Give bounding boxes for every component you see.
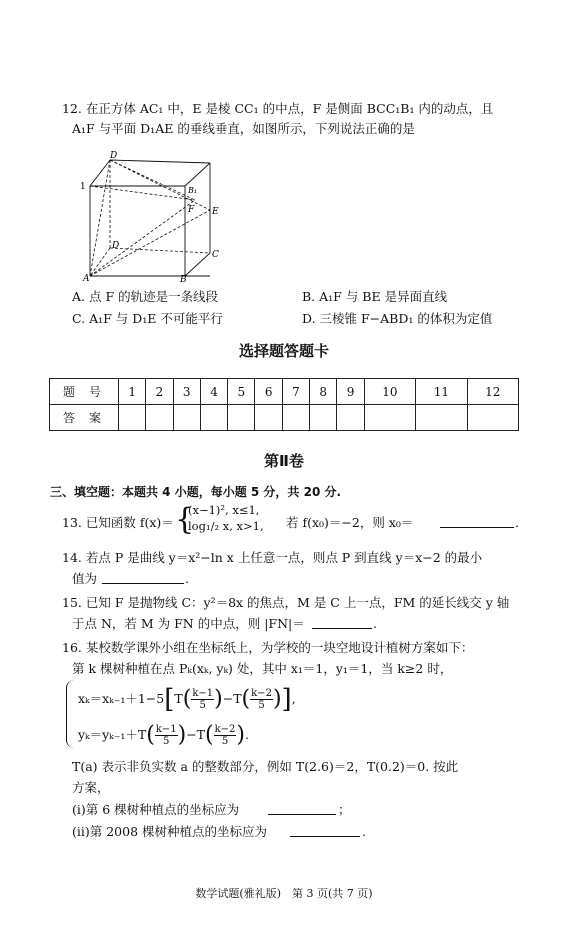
answer-card-row-answers	[50, 405, 519, 431]
q16-eq2-prefix: yₖ＝yₖ₋₁＋T	[78, 727, 147, 742]
label-e: E	[212, 207, 219, 217]
question-number-cell: 9	[337, 379, 364, 405]
q16-sub1: (i)第 6 棵树种植点的坐标应为	[72, 802, 240, 817]
q16-sub2-end: .	[362, 824, 366, 839]
q16-eq2: yₖ＝yₖ₋₁＋T( $\frac{k-1}{5}$ )−T( $\frac{k-2}{5}$ ).	[78, 722, 249, 748]
q16-sub1-answer-blank[interactable]	[268, 802, 336, 815]
answer-cell[interactable]	[119, 405, 146, 431]
q13-suffix: 若 f(x₀)＝−2，则 x₀＝	[286, 515, 414, 530]
answer-card-row-numbers	[50, 379, 519, 405]
question-number-cell: 7	[282, 379, 309, 405]
q16-eq1-frac2: $\frac{k-2}{5}$	[251, 688, 272, 711]
answer-cell[interactable]	[467, 405, 518, 431]
label-b1: B₁	[188, 186, 198, 195]
label-a: A	[83, 274, 90, 283]
q16-line4: 方案，	[72, 780, 110, 795]
question-number-cell: 6	[255, 379, 282, 405]
q13-case1: (x−1)², x≤1,	[188, 503, 260, 517]
q14-end: .	[185, 571, 189, 586]
question-number-cell: 8	[310, 379, 337, 405]
answer-cell[interactable]	[364, 405, 415, 431]
answer-cell[interactable]	[282, 405, 309, 431]
q12-option-a: A. 点 F 的轨迹是一条线段	[72, 289, 219, 304]
label-d1: D	[110, 151, 118, 161]
q14-answer-blank[interactable]	[102, 571, 184, 584]
q13-answer-blank[interactable]	[440, 515, 514, 528]
question-number-cell: 5	[228, 379, 255, 405]
question-number-cell: 1	[119, 379, 146, 405]
q14-line2-prefix: 值为	[72, 571, 98, 586]
q12-option-c: C. A₁F 与 D₁E 不可能平行	[72, 311, 223, 326]
q13-case2: log₁/₂ x, x>1,	[188, 519, 264, 533]
q14-line1: 14. 若点 P 是曲线 y＝x²−ln x 上任意一点，则点 P 到直线 y＝x−2 的最小	[62, 550, 483, 565]
q16-eq1-open-bracket: [	[164, 684, 175, 715]
label-d: D	[112, 241, 120, 251]
q13-prefix: 13. 已知函数 f(x)＝	[62, 515, 174, 530]
question-number-cell: 2	[146, 379, 173, 405]
part3-header: 三、填空题：本题共 4 小题，每小题 5 分，共 20 分.	[50, 485, 342, 499]
q16-sub2-answer-blank[interactable]	[290, 824, 360, 837]
q16-eq1-close-bracket: ]	[281, 684, 292, 715]
q13-end: .	[515, 515, 519, 530]
q15-line2-prefix: 于点 N，若 M 为 FN 的中点，则 |FN|＝	[72, 616, 305, 631]
q16-eq2-frac1: $\frac{k-1}{5}$	[155, 724, 177, 747]
answer-card-title: 选择题答题卡	[238, 342, 329, 360]
question-number-cell: 4	[200, 379, 227, 405]
answer-cell[interactable]	[255, 405, 282, 431]
question-number-cell: 11	[416, 379, 467, 405]
page-footer: 数学试题(雅礼版) 第 3 页(共 7 页)	[195, 887, 373, 900]
q16-sub2: (ii)第 2008 棵树种植点的坐标应为	[72, 824, 268, 839]
row-label-answer: 答案	[50, 405, 119, 431]
answer-cell[interactable]	[310, 405, 337, 431]
section2-title: 第Ⅱ卷	[264, 452, 304, 470]
q16-eq1: xₖ＝xₖ₋₁＋1−5[T( $\frac{k-1}{5}$ )−T( $\frac{k-2}{5}$ )],	[78, 684, 296, 715]
q12-line1: 12. 在正方体 AC₁ 中，E 是棱 CC₁ 的中点，F 是侧面 BCC₁B₁ 内的动点，且	[62, 101, 494, 116]
q15-end: .	[373, 616, 377, 631]
label-f: F	[188, 205, 195, 215]
q13-brace: {	[175, 502, 195, 537]
label-c: C	[212, 250, 219, 260]
row-label-number: 题号	[50, 379, 119, 405]
cube-figure	[80, 148, 230, 283]
q15-line1: 15. 已知 F 是抛物线 C：y²＝8x 的焦点，M 是 C 上一点，FM 的延长线交 y 轴	[62, 595, 510, 610]
label-b: B	[180, 275, 187, 283]
q16-line1: 16. 某校数学课外小组在坐标纸上，为学校的一块空地设计植树方案如下：	[62, 640, 474, 655]
label-a1: 1	[80, 182, 86, 192]
answer-cell[interactable]	[228, 405, 255, 431]
q16-eq1-frac1: $\frac{k-1}{5}$	[192, 688, 214, 711]
q12-option-b: B. A₁F 与 BE 是异面直线	[302, 289, 448, 304]
q16-line2: 第 k 棵树种植在点 Pₖ(xₖ, yₖ) 处，其中 x₁＝1，y₁＝1，当 k≥2 时，	[72, 661, 453, 676]
q16-eq2-frac2: $\frac{k-2}{5}$	[214, 724, 236, 747]
answer-cell[interactable]	[337, 405, 364, 431]
question-number-cell: 3	[173, 379, 200, 405]
q16-line3: T(a) 表示非负实数 a 的整数部分，例如 T(2.6)＝2，T(0.2)＝0. 按此	[72, 759, 459, 774]
q12-line2: A₁F 与平面 D₁AE 的垂线垂直，如图所示，下列说法正确的是	[72, 121, 415, 136]
answer-cell[interactable]	[416, 405, 467, 431]
answer-cell[interactable]	[200, 405, 227, 431]
q16-sub1-end: ；	[338, 802, 351, 817]
answer-cell[interactable]	[173, 405, 200, 431]
q16-system-brace	[66, 680, 77, 748]
answer-cell[interactable]	[146, 405, 173, 431]
question-number-cell: 12	[467, 379, 518, 405]
q15-answer-blank[interactable]	[312, 616, 372, 629]
q12-option-d: D. 三棱锥 F−ABD₁ 的体积为定值	[302, 311, 493, 326]
question-number-cell: 10	[364, 379, 415, 405]
answer-card-table	[49, 378, 519, 431]
q16-eq1-prefix: xₖ＝xₖ₋₁＋1−5	[78, 691, 165, 706]
